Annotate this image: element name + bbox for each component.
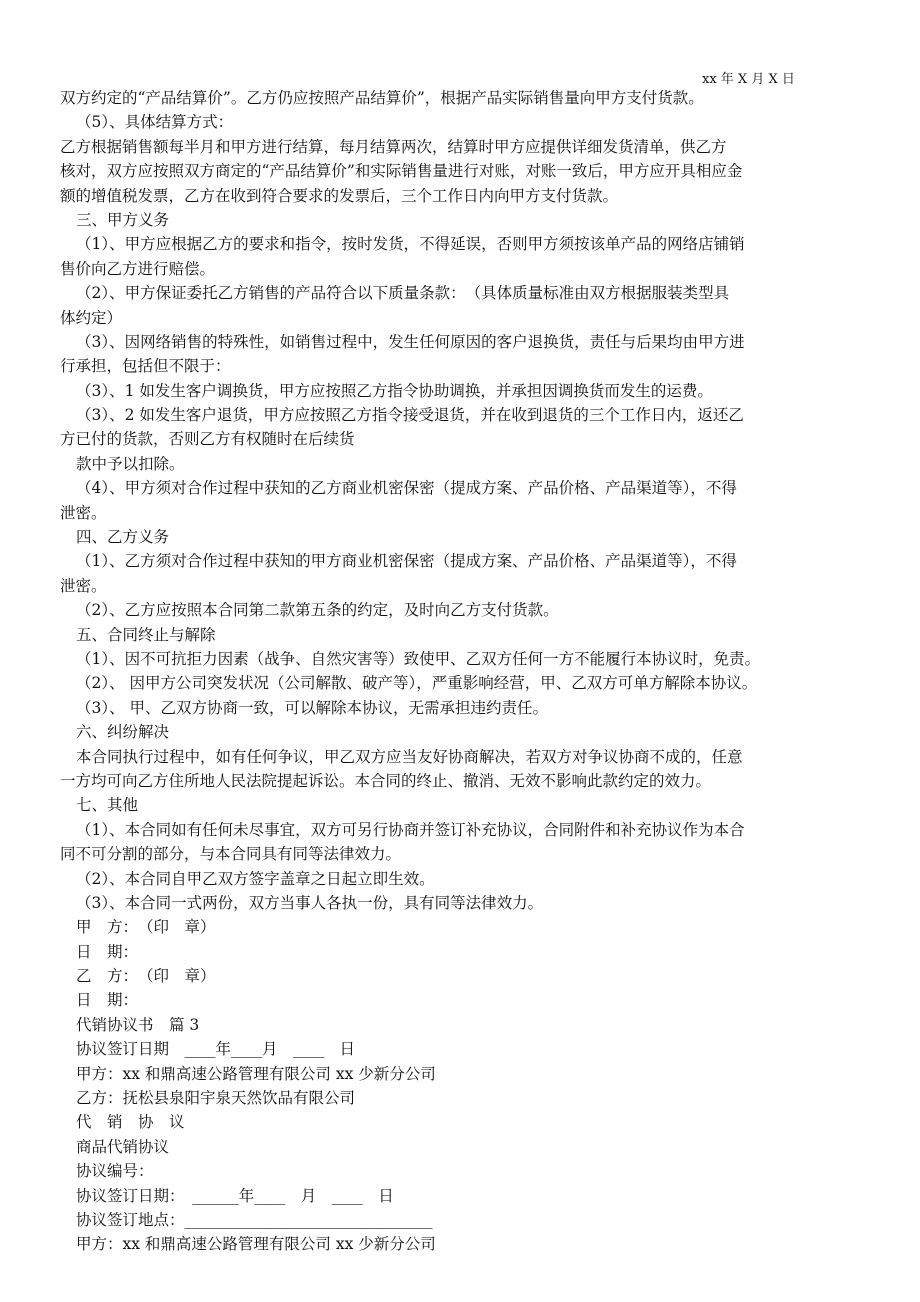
text-line: 甲方：xx 和鼎高速公路管理有限公司 xx 少新分公司: [76, 1235, 436, 1254]
text-line: 一方均可向乙方住所地人民法院提起诉讼。本合同的终止、撤消、无效不影响此款约定的效力。: [60, 771, 712, 790]
text-line: （3）、2 如发生客户退货，甲方应按照乙方指令接受退货，并在收到退货的三个工作日内，返还乙: [76, 406, 744, 425]
section-title: 代销协议书 篇 3: [76, 1015, 200, 1034]
section-heading: 四、乙方义务: [76, 528, 170, 547]
signature-party-a: 甲 方： （印 章）: [76, 918, 216, 937]
text-line: 协议签订地点：________________________________: [76, 1210, 433, 1229]
text-line: （2）、甲方保证委托乙方销售的产品符合以下质量条款： （具体质量标准由双方根据服装类型具: [76, 284, 730, 303]
section-heading: 五、合同终止与解除: [76, 625, 216, 644]
text-line: 同不可分割的部分，与本合同具有同等法律效力。: [60, 845, 402, 864]
text-line: 泄密。: [60, 576, 107, 595]
signature-date: 日 期：: [76, 991, 139, 1010]
text-line: （1）、乙方须对合作过程中获知的甲方商业机密保密（提成方案、产品价格、产品渠道等），不得: [76, 552, 737, 571]
text-line: 协议签订日期： ______年____ 月 ____ 日: [76, 1186, 394, 1205]
text-line: 体约定）: [60, 308, 123, 327]
text-line: （2）、乙方应按照本合同第二款第五条的约定，及时向乙方支付货款。: [76, 601, 559, 620]
text-line: 乙方根据销售额每半月和甲方进行结算，每月结算两次，结算时甲方应提供详细发货清单，供乙方: [60, 137, 727, 156]
text-line: 款中予以扣除。: [76, 454, 185, 473]
text-line: 协议编号：: [76, 1162, 154, 1181]
text-line: 泄密。: [60, 503, 107, 522]
text-line: 额的增值税发票，乙方在收到符合要求的发票后，三个工作日内向甲方支付货款。: [60, 186, 619, 205]
section-heading: 六、纠纷解决: [76, 723, 170, 742]
text-line: （1）、因不可抗拒力因素（战争、自然灾害等）致使甲、乙双方任何一方不能履行本协议时，免责。: [76, 649, 761, 668]
text-line: （2）、 因甲方公司突发状况（公司解散、破产等），严重影响经营，甲、乙双方可单方解除本协议。: [76, 674, 758, 693]
text-line: 代 销 协 议: [76, 1113, 185, 1132]
text-line: （3）、因网络销售的特殊性，如销售过程中，发生任何原因的客户退换货，责任与后果均由甲方进: [76, 332, 745, 351]
section-heading: 七、其他: [76, 796, 139, 815]
section-heading: 三、甲方义务: [76, 210, 170, 229]
text-line: 核对，双方应按照双方商定的“产品结算价”和实际销售量进行对账，对账一致后，甲方应开具相应金: [60, 162, 743, 181]
header-date: xx 年 X 月 X 日: [702, 72, 795, 87]
text-line: 乙方：抚松县泉阳宇泉天然饮品有限公司: [76, 1089, 356, 1108]
text-line: （3）、1 如发生客户调换货，甲方应按照乙方指令协助调换，并承担因调换货而发生的运费。: [76, 381, 713, 400]
text-line: 商品代销协议: [76, 1137, 170, 1156]
document-body: [60, 86, 870, 1257]
text-line: （1）、甲方应根据乙方的要求和指令，按时发货，不得延误，否则甲方须按该单产品的网络店铺销: [76, 235, 745, 254]
text-line: （5）、具体结算方式：: [76, 113, 234, 132]
text-line: 售价向乙方进行赔偿。: [60, 259, 216, 278]
text-line: （3）、 甲、乙双方协商一致，可以解除本协议，无需承担违约责任。: [76, 698, 549, 717]
text-line: 行承担，包括但不限于：: [60, 357, 231, 376]
signature-party-b: 乙 方： （印 章）: [76, 967, 216, 986]
text-line: 方已付的货款，否则乙方有权随时在后续货: [60, 430, 355, 449]
text-line: （2）、本合同自甲乙双方签字盖章之日起立即生效。: [76, 869, 435, 888]
text-line: 本合同执行过程中，如有任何争议，甲乙双方应当友好协商解决，若双方对争议协商不成的，任意: [76, 747, 743, 766]
text-line: （4）、甲方须对合作过程中获知的乙方商业机密保密（提成方案、产品价格、产品渠道等），不得: [76, 479, 737, 498]
text-line: （1）、本合同如有任何未尽事宜，双方可另行协商并签订补充协议，合同附件和补充协议作为本合: [76, 820, 745, 839]
text-line: 双方约定的“产品结算价”。乙方仍应按照产品结算价”，根据产品实际销售量向甲方支付货款。: [60, 89, 704, 107]
signature-date: 日 期：: [76, 942, 139, 961]
text-line: （3）、本合同一式两份，双方当事人各执一份，具有同等法律效力。: [76, 893, 544, 912]
text-line: 协议签订日期 ____年____月 ____ 日: [76, 1040, 356, 1059]
text-line: 甲方：xx 和鼎高速公路管理有限公司 xx 少新分公司: [76, 1064, 436, 1083]
